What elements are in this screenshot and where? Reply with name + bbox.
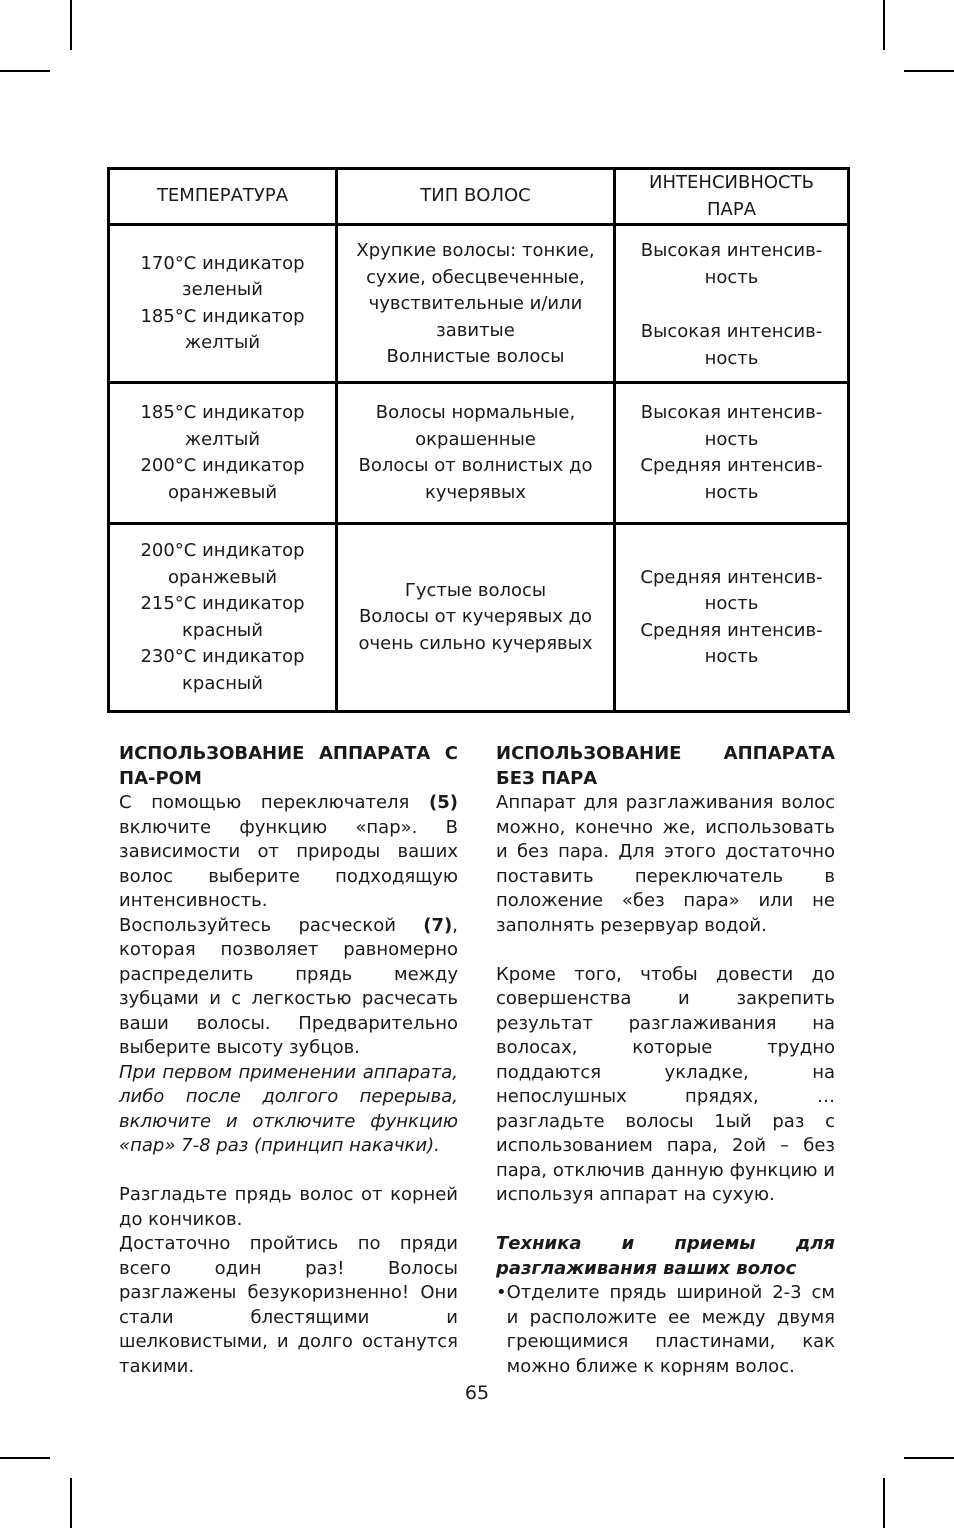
- crop-mark: [0, 1457, 50, 1459]
- bullet-marker: •: [496, 1282, 507, 1303]
- note-paragraph: При первом применении аппарата, либо после долгого перерыва, включите и отключите функцию «пар» 7-8 раз (принцип накачки).: [119, 1061, 458, 1156]
- crop-mark: [0, 70, 50, 72]
- crop-mark: [883, 0, 885, 50]
- subheading: Техника и приемы для разглаживания ваших волос: [496, 1233, 835, 1279]
- hair-type-cell: Хрупкие волосы: тонкие, сухие, обесцвеченные, чувствительные и/или завитые Волнистые волосы: [337, 225, 615, 383]
- paragraph: Кроме того, чтобы довести до совершенства и закрепить результат разглаживания на волосах, которые трудно поддаются укладке, на непослушных прядях, … разгладьте волосы 1ый раз с использованием пара, 2ой – без пара, отключив данную функцию и используя аппарат на сухую.: [496, 963, 835, 1205]
- section-heading: ИСПОЛЬЗОВАНИЕ АППАРАТА С ПА-РОМ: [119, 743, 458, 789]
- crop-mark: [904, 1457, 954, 1459]
- temperature-cell: 170°С индикатор зеленый 185°С индикатор желтый: [109, 225, 337, 383]
- page-number: 65: [464, 1382, 490, 1404]
- paragraph: С помощью переключателя (5) включите функцию «пар». В зависимости от природы ваших волос выберите подходящую интенсивность.: [119, 792, 458, 911]
- paragraph: Воспользуйтесь расческой (7), которая позволяет равномерно распределить прядь между зубцами и с легкостью расчесать ваши волосы. Предварительно выберите высоту зубцов.: [119, 914, 458, 1058]
- header-steam-intensity: ИНТЕНСИВНОСТЬ ПАРА: [615, 169, 849, 225]
- section-heading: ИСПОЛЬЗОВАНИЕ АППАРАТА БЕЗ ПАРА: [496, 743, 835, 789]
- paragraph: Достаточно пройтись по пряди всего один раз! Волосы разглажены безукоризненно! Они стали блестящими и шелковистыми, и долго останутся такими.: [119, 1233, 458, 1377]
- crop-mark: [904, 70, 954, 72]
- header-hair-type: ТИП ВОЛОС: [337, 169, 615, 225]
- right-text-column: [496, 742, 835, 1379]
- steam-intensity-cell: Высокая интенсив- ность Высокая интенсив- ность: [615, 225, 849, 383]
- paragraph: Аппарат для разглаживания волос можно, конечно же, использовать и без пара. Для этого достаточно поставить переключатель в положение «без пара» или не заполнять резервуар водой.: [496, 792, 835, 936]
- crop-mark: [883, 1478, 885, 1528]
- table-header-row: [109, 169, 849, 225]
- temperature-cell: 185°С индикатор желтый 200°С индикатор оранжевый: [109, 383, 337, 524]
- table-row: [109, 225, 849, 383]
- table-row: [109, 383, 849, 524]
- crop-mark: [70, 0, 72, 50]
- steam-intensity-cell: Средняя интенсив- ность Средняя интенсив- ность: [615, 524, 849, 712]
- crop-mark: [70, 1478, 72, 1528]
- temperature-cell: 200°С индикатор оранжевый 215°С индикатор красный 230°С индикатор красный: [109, 524, 337, 712]
- left-text-column: [119, 742, 458, 1379]
- list-item: • Отделите прядь шириной 2-3 см и расположите ее между двумя греющимися пластинами, как можно ближе к корням волос.: [496, 1281, 835, 1379]
- header-temperature: ТЕМПЕРАТУРА: [109, 169, 337, 225]
- table-row: [109, 524, 849, 712]
- hair-type-cell: Волосы нормальные, окрашенные Волосы от волнистых до кучерявых: [337, 383, 615, 524]
- paragraph: Разгладьте прядь волос от корней до кончиков.: [119, 1184, 458, 1230]
- hair-type-cell: Густые волосы Волосы от кучерявых до очень сильно кучерявых: [337, 524, 615, 712]
- settings-table: [107, 167, 850, 713]
- steam-intensity-cell: Высокая интенсив- ность Средняя интенсив- ность: [615, 383, 849, 524]
